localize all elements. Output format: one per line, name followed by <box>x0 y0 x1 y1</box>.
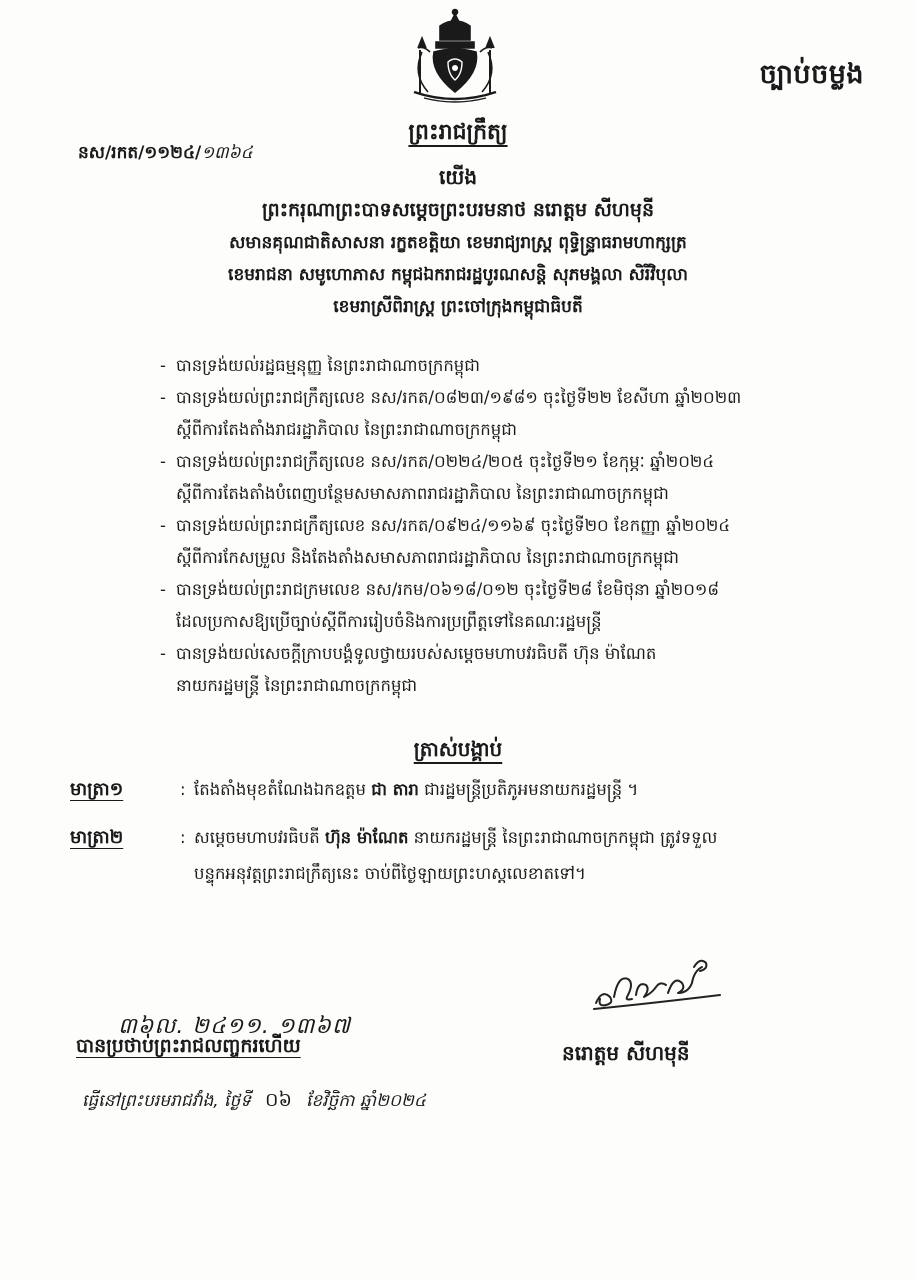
monarch-title-line-2: សមានគុណជាតិសាសនា រក្ខតខត្តិយា ខេមរាជ្យរាស្ត្រ ពុទ្ធិន្ទ្រាធរាមហាក្សត្រ <box>229 233 687 253</box>
list-item: - បានទ្រង់យល់ព្រះរាជក្រឹត្យលេខ នស/រកត/០៨២៣/១៩៨១ ចុះថ្ងៃទី២២ ខែសីហា ឆ្នាំ២០២៣ ស្តីពីការតែងតាំងរាជរដ្ឋាភិបាល នៃព្រះរាជាណាចក្រកម្ពុជា <box>160 382 880 446</box>
article-1-label: មាត្រា១ <box>70 779 124 800</box>
reference-line: បានទ្រង់យល់រដ្ឋធម្មនុញ្ញ នៃព្រះរាជាណាចក្រកម្ពុជា <box>176 356 480 375</box>
legal-references-list <box>160 350 880 702</box>
reference-line-continued: ស្តីពីការតែងតាំងបំពេញបន្ថែមសមាសភាពរាជរដ្ឋាភិបាល នៃព្រះរាជាណាចក្រកម្ពុជា <box>176 484 669 503</box>
reference-line: បានទ្រង់យល់សេចក្តីក្រាបបង្គំទូលថ្វាយរបស់សម្តេចមហាបវរធិបតី ហ៊ុន ម៉ាណែត <box>176 644 657 663</box>
reference-line: បានទ្រង់យល់ព្រះរាជក្រមលេខ នស/រកម/០៦១៨/០១២ ចុះថ្ងៃទី២៨ ខែមិថុនា ឆ្នាំ២០១៨ <box>176 580 720 599</box>
monarch-title-line-4: ខេមរាស្រីពិរាស្ត្រ ព្រះចៅក្រុងកម្ពុជាធិបតី <box>333 297 583 317</box>
document-title: ព្រះរាជក្រឹត្យ <box>408 120 508 145</box>
reference-handwritten-number: ១៣៦៤ <box>201 143 253 163</box>
monarch-title-line-1: ព្រះករុណាព្រះបាទសម្តេចព្រះបរមនាថ នរោត្តម សីហមុនី <box>261 199 655 221</box>
list-item: - បានទ្រង់យល់ព្រះរាជក្រមលេខ នស/រកម/០៦១៨/០១២ ចុះថ្ងៃទី២៨ ខែមិថុនា ឆ្នាំ២០១៨ ដែលប្រកាសឱ្យប្រើច្បាប់ស្តីពីការរៀបចំនិងការប្រព្រឹត្តទៅនៃគណៈរដ្ឋមន្ត្រី <box>160 574 880 638</box>
prime-minister-name: ហ៊ុន ម៉ាណែត <box>324 828 409 847</box>
reference-line: បានទ្រង់យល់ព្រះរាជក្រឹត្យលេខ នស/រកត/០៨២៣/១៩៨១ ចុះថ្ងៃទី២២ ខែសីហា ឆ្នាំ២០២៣ <box>176 388 742 407</box>
list-item: - បានទ្រង់យល់រដ្ឋធម្មនុញ្ញ នៃព្រះរាជាណាចក្រកម្ពុជា <box>160 350 880 382</box>
article-2: មាត្រា២ : សម្តេចមហាបវរធិបតី ហ៊ុន ម៉ាណែត នាយករដ្ឋមន្ត្រី នៃព្រះរាជាណាចក្រកម្ពុជា ត្រូវទទួល បន្ទុកអនុវត្តព្រះរាជក្រឹត្យនេះ ចាប់ពីថ្ងៃឡាយព្រះហស្តលេខាតទៅ។ <box>70 820 890 892</box>
signer-name: នរោត្តម សីហមុនី <box>562 1041 690 1065</box>
article-2-text-a: សម្តេចមហាបវរធិបតី <box>194 828 325 847</box>
decree-heading: ត្រាស់បង្គាប់ <box>413 737 503 761</box>
reference-line-continued: នាយករដ្ឋមន្ត្រី នៃព្រះរាជាណាចក្រកម្ពុជា <box>176 676 418 695</box>
reference-line-continued: ដែលប្រកាសឱ្យប្រើច្បាប់ស្តីពីការរៀបចំនិងការប្រព្រឹត្តទៅនៃគណៈរដ្ឋមន្ត្រី <box>176 612 602 631</box>
list-item: - បានទ្រង់យល់សេចក្តីក្រាបបង្គំទូលថ្វាយរបស់សម្តេចមហាបវរធិបតី ហ៊ុន ម៉ាណែត នាយករដ្ឋមន្ត្រី នៃព្រះរាជាណាចក្រកម្ពុជា <box>160 638 880 702</box>
place-and-date <box>82 1088 426 1116</box>
place-date-suffix: ខែវិច្ឆិកា ឆ្នាំ២០២៤ <box>305 1091 426 1111</box>
list-item: - បានទ្រង់យល់ព្រះរាជក្រឹត្យលេខ នស/រកត/០៩២៤/១១៦៩ ចុះថ្ងៃទី២០ ខែកញ្ញា ឆ្នាំ២០២៤ ស្តីពីការកែសម្រួល និងតែងតាំងសមាសភាពរាជរដ្ឋាភិបាល នៃព្រះរាជាណាចក្រកម្ពុជា <box>160 510 880 574</box>
reference-prefix: នស/រកត/១១២៤/ <box>78 143 202 163</box>
certified-copy-label: ច្បាប់ចម្លង <box>759 59 864 90</box>
handwritten-signature <box>590 945 730 1015</box>
royal-emblem-icon <box>400 8 510 106</box>
day-number: ០៦ <box>265 1089 292 1111</box>
article-1-text-b: ជារដ្ឋមន្ត្រីប្រតិភូអមនាយករដ្ឋមន្ត្រី ។ <box>418 780 639 799</box>
reference-line-continued: ស្តីពីការតែងតាំងរាជរដ្ឋាភិបាល នៃព្រះរាជាណាចក្រកម្ពុជា <box>176 420 517 439</box>
article-2-label: មាត្រា២ <box>70 827 124 848</box>
article-1: មាត្រា១ : តែងតាំងមុខតំណែងឯកឧត្តម ជា តារា ជារដ្ឋមន្ត្រីប្រតិភូអមនាយករដ្ឋមន្ត្រី ។ <box>70 772 890 808</box>
handwritten-registration-number: ៣៦ល. ២៤១១. ១៣៦៧ <box>118 1014 351 1039</box>
royal-seal-note: បានប្រថាប់ព្រះរាជលញ្ចករហើយ <box>76 1035 301 1057</box>
list-item: - បានទ្រង់យល់ព្រះរាជក្រឹត្យលេខ នស/រកត/០២២៤/២០៥ ចុះថ្ងៃទី២១ ខែកុម្ភៈ ឆ្នាំ២០២៤ ស្តីពីការតែងតាំងបំពេញបន្ថែមសមាសភាពរាជរដ្ឋាភិបាល នៃព្រះរាជាណាចក្រកម្ពុជា <box>160 446 880 510</box>
reference-line: បានទ្រង់យល់ព្រះរាជក្រឹត្យលេខ នស/រកត/០៩២៤/១១៦៩ ចុះថ្ងៃទី២០ ខែកញ្ញា ឆ្នាំ២០២៤ <box>176 516 731 535</box>
article-2-text-continued: បន្ទុកអនុវត្តព្រះរាជក្រឹត្យនេះ ចាប់ពីថ្ងៃឡាយព្រះហស្តលេខាតទៅ។ <box>194 864 586 883</box>
reference-line: បានទ្រង់យល់ព្រះរាជក្រឹត្យលេខ នស/រកត/០២២៤/២០៥ ចុះថ្ងៃទី២១ ខែកុម្ភៈ ឆ្នាំ២០២៤ <box>176 452 715 471</box>
article-2-text-b: នាយករដ្ឋមន្ត្រី នៃព្រះរាជាណាចក្រកម្ពុជា ត្រូវទទួល <box>408 828 718 847</box>
appointee-name: ជា តារា <box>371 780 419 799</box>
we-heading: យើង <box>438 165 478 189</box>
monarch-title-line-3: ខេមរាជនា សមូហោភាស កម្ពុជឯករាជរដ្ឋបូរណសន្តិ សុភមង្គលា សិរីវិបុលា <box>228 265 688 285</box>
place-date-prefix: ធ្វើនៅព្រះបរមរាជវាំង, ថ្ងៃទី <box>82 1091 252 1111</box>
article-1-text-a: តែងតាំងមុខតំណែងឯកឧត្តម <box>194 780 372 799</box>
reference-line-continued: ស្តីពីការកែសម្រួល និងតែងតាំងសមាសភាពរាជរដ្ឋាភិបាល នៃព្រះរាជាណាចក្រកម្ពុជា <box>176 548 679 567</box>
